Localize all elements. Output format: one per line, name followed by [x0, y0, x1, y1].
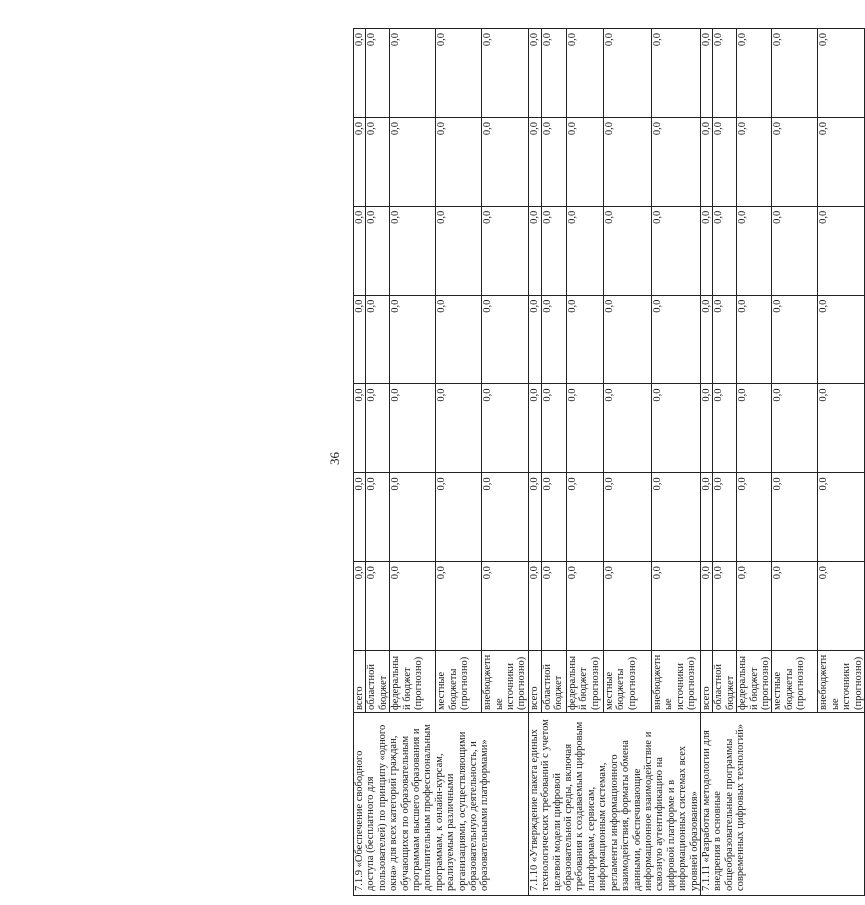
amount-cell: 0,0	[772, 206, 818, 295]
amount-cell: 0,0	[566, 295, 603, 384]
amount-cell: 0,0	[354, 384, 366, 473]
amount-cell: 0,0	[482, 117, 529, 206]
amount-cell: 0,0	[652, 117, 701, 206]
amount-cell: 0,0	[541, 29, 566, 118]
amount-cell: 0,0	[818, 562, 865, 651]
amount-cell: 0,0	[652, 384, 701, 473]
amount-cell: 0,0	[652, 473, 701, 562]
amount-cell: 0,0	[354, 473, 366, 562]
amount-cell: 0,0	[603, 384, 651, 473]
amount-cell: 0,0	[354, 295, 366, 384]
amount-cell: 0,0	[482, 384, 529, 473]
amount-cell: 0,0	[700, 295, 712, 384]
amount-cell: 0,0	[818, 473, 865, 562]
amount-cell: 0,0	[528, 473, 541, 562]
funding-source-cell: всего	[528, 651, 541, 713]
amount-cell: 0,0	[541, 562, 566, 651]
amount-cell: 0,0	[366, 117, 390, 206]
amount-cell: 0,0	[482, 473, 529, 562]
amount-cell: 0,0	[713, 206, 737, 295]
event-name-cell: 7.1.10 «Утверждение пакета единых технологических требований с учетом целевой модели цифровой образовательной среды, включая требования к создаваемым цифровым платформам, сервисам, информационным системам, регламенты информационного взаимодействия, форматы обмена данными, обеспечивающие информационное взаимодействие и сквозную аутентификацию на цифровой платформе и в информационных системах всех уровней образования»	[528, 713, 700, 896]
amount-cell: 0,0	[603, 295, 651, 384]
amount-cell: 0,0	[541, 473, 566, 562]
amount-cell: 0,0	[528, 562, 541, 651]
amount-cell: 0,0	[566, 29, 603, 118]
amount-cell: 0,0	[390, 29, 436, 118]
amount-cell: 0,0	[713, 562, 737, 651]
amount-cell: 0,0	[390, 206, 436, 295]
amount-cell: 0,0	[713, 295, 737, 384]
amount-cell: 0,0	[541, 295, 566, 384]
amount-cell: 0,0	[818, 206, 865, 295]
amount-cell: 0,0	[713, 29, 737, 118]
amount-cell: 0,0	[366, 206, 390, 295]
funding-source-cell: внебюджетные источники (прогнозно)	[818, 651, 865, 713]
funding-source-cell: местные бюджеты (прогнозно)	[436, 651, 482, 713]
amount-cell: 0,0	[541, 206, 566, 295]
amount-cell: 0,0	[652, 562, 701, 651]
amount-cell: 0,0	[482, 29, 529, 118]
amount-cell: 0,0	[528, 295, 541, 384]
amount-cell: 0,0	[737, 117, 772, 206]
amount-cell: 0,0	[700, 29, 712, 118]
event-name-cell: 7.1.11 «Разработка методологии для внедрения в основные общеобразовательные программы современных цифровых технологий»	[700, 713, 864, 896]
amount-cell: 0,0	[713, 473, 737, 562]
amount-cell: 0,0	[541, 117, 566, 206]
amount-cell: 0,0	[713, 384, 737, 473]
funding-source-cell: местные бюджеты (прогнозно)	[772, 651, 818, 713]
amount-cell: 0,0	[772, 562, 818, 651]
amount-cell: 0,0	[737, 295, 772, 384]
amount-cell: 0,0	[354, 117, 366, 206]
table-row	[528, 29, 541, 896]
amount-cell: 0,0	[528, 117, 541, 206]
funding-source-cell: федеральный бюджет (прогнозно)	[566, 651, 603, 713]
funding-source-cell: внебюджетные источники (прогнозно)	[652, 651, 701, 713]
amount-cell: 0,0	[737, 384, 772, 473]
amount-cell: 0,0	[390, 295, 436, 384]
amount-cell: 0,0	[772, 473, 818, 562]
funding-source-cell: всего	[354, 651, 366, 713]
amount-cell: 0,0	[528, 384, 541, 473]
amount-cell: 0,0	[436, 473, 482, 562]
table-row	[354, 29, 366, 896]
amount-cell: 0,0	[818, 29, 865, 118]
amount-cell: 0,0	[772, 117, 818, 206]
amount-cell: 0,0	[566, 473, 603, 562]
amount-cell: 0,0	[436, 117, 482, 206]
amount-cell: 0,0	[366, 295, 390, 384]
amount-cell: 0,0	[390, 384, 436, 473]
amount-cell: 0,0	[700, 206, 712, 295]
funding-source-cell: местные бюджеты (прогнозно)	[603, 651, 651, 713]
amount-cell: 0,0	[354, 29, 366, 118]
page-number: 36	[327, 452, 342, 465]
amount-cell: 0,0	[818, 384, 865, 473]
amount-cell: 0,0	[482, 206, 529, 295]
amount-cell: 0,0	[603, 206, 651, 295]
amount-cell: 0,0	[390, 562, 436, 651]
funding-source-cell: внебюджетные источники (прогнозно)	[482, 651, 529, 713]
amount-cell: 0,0	[541, 384, 566, 473]
amount-cell: 0,0	[354, 206, 366, 295]
table-body	[354, 29, 865, 896]
amount-cell: 0,0	[528, 206, 541, 295]
amount-cell: 0,0	[366, 29, 390, 118]
funding-source-cell: областной бюджет	[366, 651, 390, 713]
amount-cell: 0,0	[737, 29, 772, 118]
amount-cell: 0,0	[713, 117, 737, 206]
amount-cell: 0,0	[818, 117, 865, 206]
funding-source-cell: всего	[700, 651, 712, 713]
amount-cell: 0,0	[566, 206, 603, 295]
amount-cell: 0,0	[436, 384, 482, 473]
amount-cell: 0,0	[436, 29, 482, 118]
funding-source-cell: федеральный бюджет (прогнозно)	[737, 651, 772, 713]
amount-cell: 0,0	[652, 29, 701, 118]
amount-cell: 0,0	[436, 295, 482, 384]
amount-cell: 0,0	[354, 562, 366, 651]
amount-cell: 0,0	[737, 473, 772, 562]
funding-source-cell: областной бюджет	[541, 651, 566, 713]
amount-cell: 0,0	[652, 206, 701, 295]
amount-cell: 0,0	[603, 473, 651, 562]
amount-cell: 0,0	[700, 117, 712, 206]
amount-cell: 0,0	[366, 384, 390, 473]
funding-source-cell: федеральный бюджет (прогнозно)	[390, 651, 436, 713]
amount-cell: 0,0	[772, 29, 818, 118]
amount-cell: 0,0	[772, 384, 818, 473]
amount-cell: 0,0	[772, 295, 818, 384]
amount-cell: 0,0	[528, 29, 541, 118]
budget-table	[353, 28, 865, 896]
amount-cell: 0,0	[482, 295, 529, 384]
amount-cell: 0,0	[652, 295, 701, 384]
amount-cell: 0,0	[566, 117, 603, 206]
amount-cell: 0,0	[366, 473, 390, 562]
amount-cell: 0,0	[603, 29, 651, 118]
amount-cell: 0,0	[482, 562, 529, 651]
amount-cell: 0,0	[737, 206, 772, 295]
amount-cell: 0,0	[700, 384, 712, 473]
amount-cell: 0,0	[390, 473, 436, 562]
amount-cell: 0,0	[436, 206, 482, 295]
table-row	[700, 29, 712, 896]
amount-cell: 0,0	[818, 295, 865, 384]
amount-cell: 0,0	[390, 117, 436, 206]
amount-cell: 0,0	[603, 562, 651, 651]
amount-cell: 0,0	[436, 562, 482, 651]
amount-cell: 0,0	[566, 562, 603, 651]
amount-cell: 0,0	[737, 562, 772, 651]
amount-cell: 0,0	[700, 562, 712, 651]
amount-cell: 0,0	[603, 117, 651, 206]
funding-source-cell: областной бюджет	[713, 651, 737, 713]
amount-cell: 0,0	[566, 384, 603, 473]
amount-cell: 0,0	[700, 473, 712, 562]
amount-cell: 0,0	[366, 562, 390, 651]
event-name-cell: 7.1.9 «Обеспечение свободного доступа (бесплатного для пользователей) по принципу «одного окна» для всех категорий граждан, обучающихся по образовательным программам высшего образования и дополнительным профессиональным программам, к онлайн-курсам, реализуемым различными организациями, осуществляющими образовательную деятельность, и образовательными платформами»	[354, 713, 529, 896]
